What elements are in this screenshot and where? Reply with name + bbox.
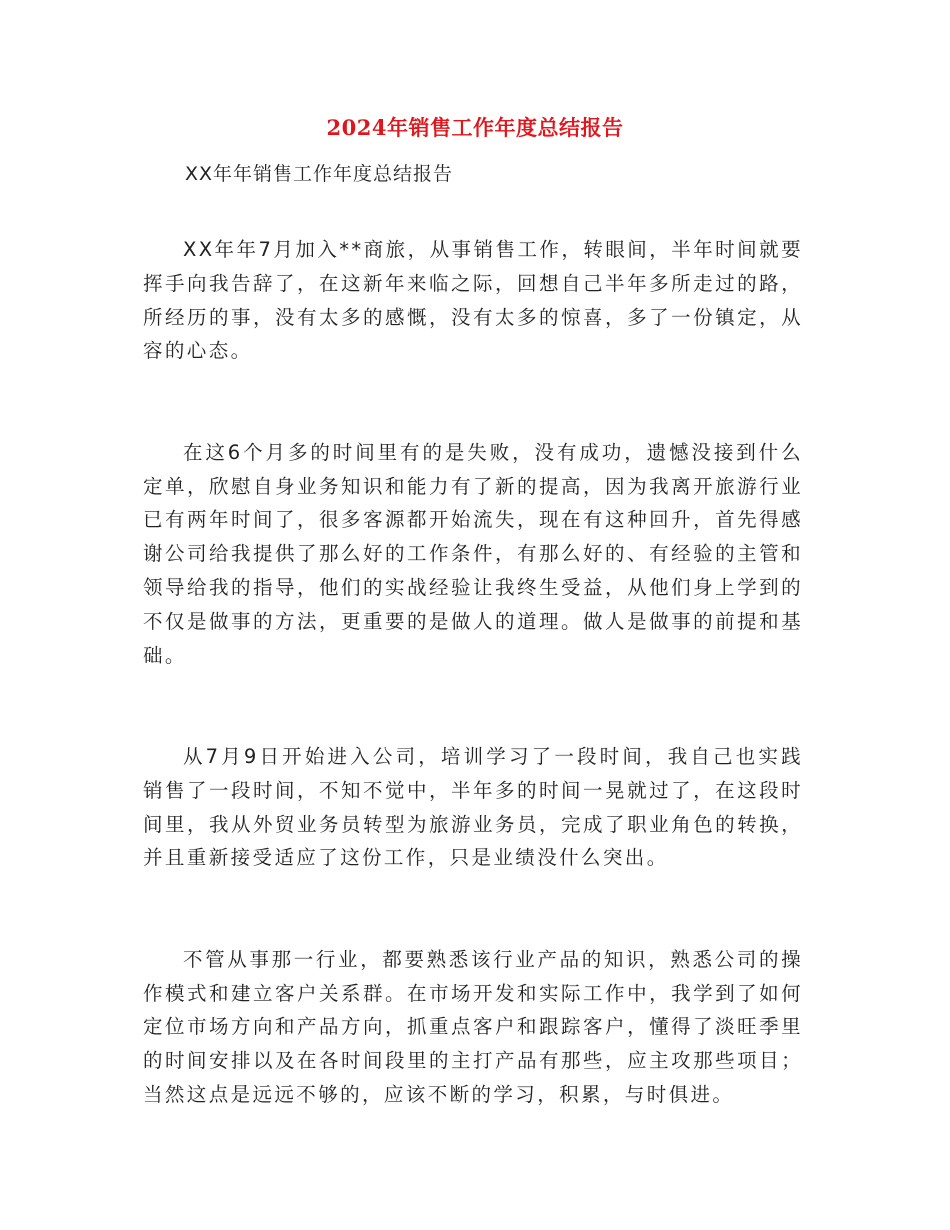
document-subtitle: XX年年销售工作年度总结报告	[185, 163, 454, 185]
paragraph: 从7月9日开始进入公司，培训学习了一段时间，我自己也实践销售了一段时间，不知不觉中，半年多的时间一晃就过了，在这段时间里，我从外贸业务员转型为旅游业务员，完成了职业角色的转换，并且重新接受适应了这份工作，只是业绩没什么突出。	[143, 744, 803, 870]
paragraph: 不管从事那一行业，都要熟悉该行业产品的知识，熟悉公司的操作模式和建立客户关系群。在市场开发和实际工作中，我学到了如何定位市场方向和产品方向，抓重点客户和跟踪客户，懂得了淡旺季里的时间安排以及在各时间段里的主打产品有那些，应主攻那些项目；当然这点是远远不够的，应该不断的学习，积累，与时俱进。	[143, 947, 803, 1106]
paragraph: 在这6个月多的时间里有的是失败，没有成功，遗憾没接到什么定单，欣慰自身业务知识和能力有了新的提高，因为我离开旅游行业已有两年时间了，很多客源都开始流失，现在有这种回升，首先得感谢公司给我提供了那么好的工作条件，有那么好的、有经验的主管和领导给我的指导，他们的实战经验让我终生受益，从他们身上学到的不仅是做事的方法，更重要的是做人的道理。做人是做事的前提和基础。	[143, 440, 803, 667]
document-body	[143, 233, 803, 1179]
paragraph: XX年年7月加入**商旅，从事销售工作，转眼间，半年时间就要挥手向我告辞了，在这新年来临之际，回想自己半年多所走过的路，所经历的事，没有太多的感慨，没有太多的惊喜，多了一份镇定，从容的心态。	[143, 238, 803, 363]
document-title: 2024年销售工作年度总结报告	[326, 115, 624, 140]
